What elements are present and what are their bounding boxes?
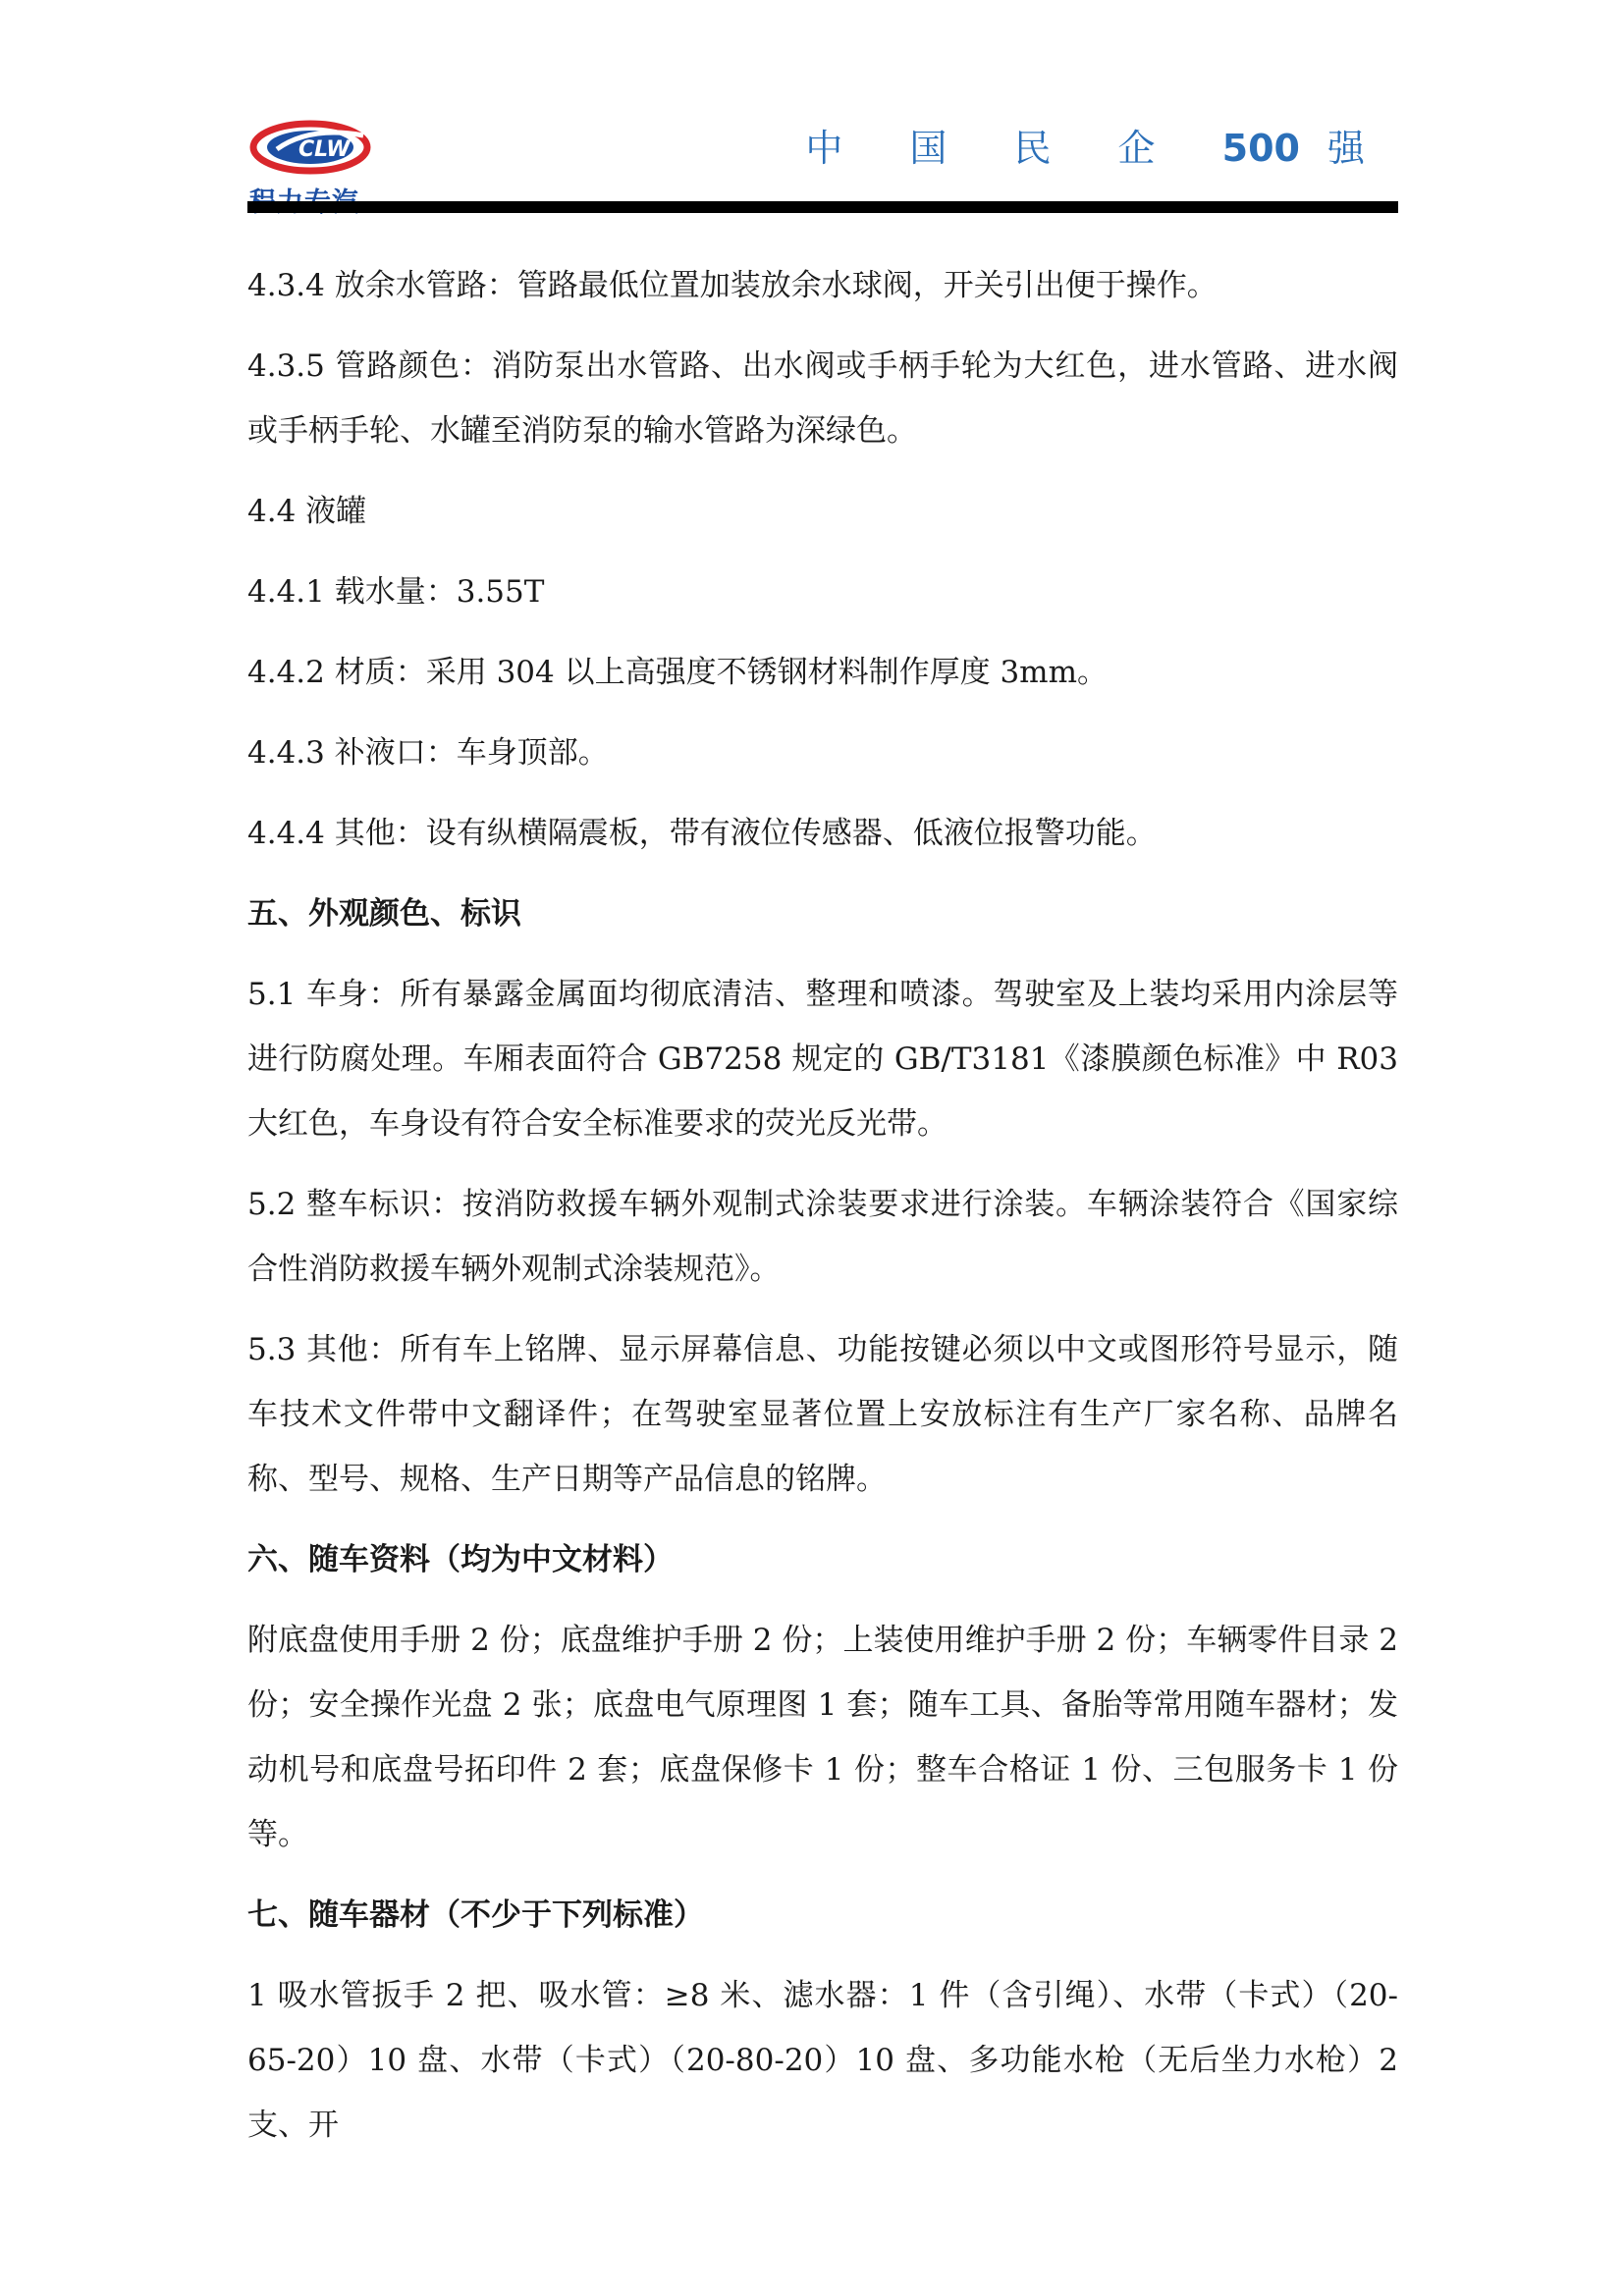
paragraph-5-1: 5.1 车身：所有暴露金属面均彻底清洁、整理和喷漆。驾驶室及上装均采用内涂层等进行防腐处理。车厢表面符合 GB7258 规定的 GB/T3181《漆膜颜色标准》中 R03 大红色，车身设有符合安全标准要求的荧光反光带。 bbox=[247, 977, 1398, 1142]
document-body bbox=[247, 253, 1398, 2158]
slogan-end: 强 bbox=[1326, 127, 1392, 170]
slogan-number: 500 bbox=[1221, 127, 1300, 170]
heading-4-4: 4.4 液罐 bbox=[247, 494, 367, 529]
header-slogan bbox=[805, 118, 1392, 172]
svg-text:CLW: CLW bbox=[298, 137, 351, 162]
header-divider bbox=[247, 201, 1398, 213]
section-heading-5: 五、外观颜色、标识 bbox=[247, 896, 521, 932]
paragraph-6: 附底盘使用手册 2 份；底盘维护手册 2 份；上装使用维护手册 2 份；车辆零件目录 2 份；安全操作光盘 2 张；底盘电气原理图 1 套；随车工具、备胎等常用随车器材；发动机号和底盘号拓印件 2 套；底盘保修卡 1 份；整车合格证 1 份、三包服务卡 1 份等。 bbox=[247, 1623, 1398, 1852]
company-logo bbox=[247, 116, 405, 210]
paragraph-4-3-5: 4.3.5 管路颜色：消防泵出水管路、出水阀或手柄手轮为大红色，进水管路、进水阀或手柄手轮、水罐至消防泵的输水管路为深绿色。 bbox=[247, 348, 1398, 449]
section-heading-7: 七、随车器材（不少于下列标准） bbox=[247, 1897, 704, 1933]
paragraph-5-2: 5.2 整车标识：按消防救援车辆外观制式涂装要求进行涂装。车辆涂装符合《国家综合性消防救援车辆外观制式涂装规范》。 bbox=[247, 1187, 1398, 1287]
slogan-chars: 中 国 民 企 bbox=[805, 127, 1183, 170]
paragraph-4-4-1: 4.4.1 载水量：3.55T bbox=[247, 574, 545, 610]
paragraph-7: 1 吸水管扳手 2 把、吸水管：≥8 米、滤水器：1 件（含引绳）、水带（卡式）（20-65-20）10 盘、水带（卡式）（20-80-20）10 盘、多功能水枪（无后坐力水枪）2 支、开 bbox=[247, 1978, 1398, 2143]
paragraph-4-3-4: 4.3.4 放余水管路：管路最低位置加装放余水球阀，开关引出便于操作。 bbox=[247, 268, 1218, 303]
paragraph-4-4-4: 4.4.4 其他：设有纵横隔震板，带有液位传感器、低液位报警功能。 bbox=[247, 816, 1157, 851]
section-heading-6: 六、随车资料（均为中文材料） bbox=[247, 1542, 674, 1577]
logo-mark-icon bbox=[247, 116, 405, 179]
paragraph-4-4-2: 4.4.2 材质：采用 304 以上高强度不锈钢材料制作厚度 3mm。 bbox=[247, 655, 1108, 690]
page-header bbox=[247, 108, 1398, 216]
paragraph-5-3: 5.3 其他：所有车上铭牌、显示屏幕信息、功能按键必须以中文或图形符号显示，随车技术文件带中文翻译件；在驾驶室显著位置上安放标注有生产厂家名称、品牌名称、型号、规格、生产日期等产品信息的铭牌。 bbox=[247, 1332, 1398, 1497]
logo-text bbox=[249, 181, 406, 219]
paragraph-4-4-3: 4.4.3 补液口：车身顶部。 bbox=[247, 735, 609, 771]
